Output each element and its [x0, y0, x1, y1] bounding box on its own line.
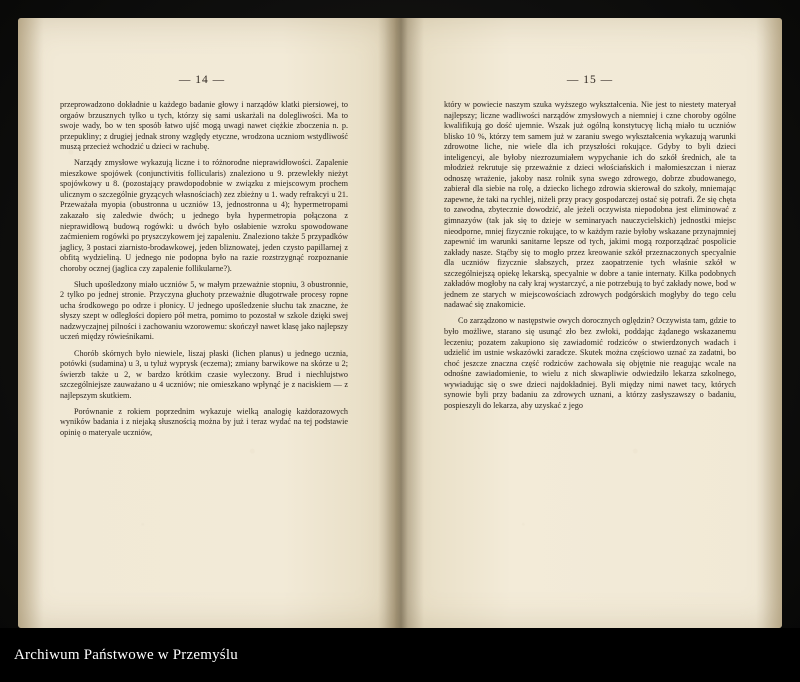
paragraph: przeprowadzono dokładnie u każdego badanie głowy i narządów klatki piersiowej, to orgaów brzusznych tylko u tych, którzy się sami uskarżali na dolegliwości. Ma to swoje wady, bo w ten sposób łatwo ujść mogą uwagi nawet ciężkie zboczenia n. p. przepukliny; z drugiej jednak strony względy etyczne, wrodzona uczniom wstydliwość muszą przecież wchodzić u dzieci w rachubę.	[60, 100, 348, 152]
paragraph: który w powiecie naszym szuka wyższego wykształcenia. Nie jest to niestety materyał najlepszy; liczne wadliwości narządów zmysłowych a niemniej i czne choroby ogólne kwalifikują go dość ujemnie. Wszak już ogólną konstytucyę lichą miało tu uczniów blisko 10 %, którzy tem samem już w zaraniu swego wykształcenia wykazują warunki zdrowotne liche, nie wiele dla ich przyszłości rokujące. Gdyby to byli dzieci inteligencyi, ale byłoby niezrozumiałem wypychanie ich do szkół średnich, ale ta młodzież rekrutuje się przeważnie z dzieci włościańskich i małomieszczan i nieraz odnoszę wrażenie, jakoby nasz rolnik syna swego zdrowego, dobrze zbudowanego, zabierał dla siebie na rolę, a dziecko lichego zdrowia skierował do szkoły, mniemając zapewne, że taki na rychlej, niżeli przy pracy gospodarczej ostać się potrafi. Że się chęta to zawodna, zbytecznie dowodzić, ale jeżeli oczywista niepodobna jest eliminować z gimnazyów (tak jak się to dzieje w seminaryach nauczycielskich) jednostki miejsc nieodporne, mniej fizycznie rokujące, to w każdym razie byłoby wskazane przynajmniej zapewnić im warunki sanitarne lepsze od tych, jakimi mogą rozporządzać pospolicie zakłady nasze. Stąćby się to mogło przez kreowanie szkół przeznaczonych specyalnie dla uczniów fizycznie słabszych, przez zaopatrzenie tych właśnie szkół w szczególniejszą opiekę lekarską, specyalnie w dobre a tanie internaty. Kilka podobnych zakładów mogłoby na cały kraj wystarczyć, a nie potrzebują to być zakłady nowe, bod w jednem ze starych w miejscowościach zdrowych podgórskich mogłyby do tego celu nadawać się znakomicie.	[444, 100, 736, 310]
page-number-right: — 15 —	[566, 74, 614, 86]
archive-watermark-label: Archiwum Państwowe w Przemyślu	[14, 646, 238, 663]
text-column-right	[444, 74, 736, 411]
paragraph: Narządy zmysłowe wykazują liczne i to różnorodne nieprawidłowości. Zapalenie mieszkowe spojówek (conjunctivitis follicularis) znaleziono u 9. przewlekły nieżyt spojówkowy u 8. (pozostający prawdopodobnie w związku z miejscowym prochem ulicznym o szczególnie gryzących własnościach) zez zbieżny u 1. wady refrakcyi u 21. Przeważała myopia (obustronna u uczniów 13, jednostronna u 4); hypermetropami zakazało się zaledwie dwóch; u jednego była hypermetropia połączona z nieprawidłową budową rogówki: u dwóch było osłabienie wzroku spowodowane zaćmieniem rogówki po pryszczykowem jej zapaleniu. Znaleziono także 5 przypadków jaglicy, 3 postaci ziarnisto-brodawkowej, jeden bliznowatej, jeden czysto papillarnej z obfitą wydzieliną. U jednego nie podopna było na razie rozstrzygnąć rozpoznanie choroby ocznej (jaglica czy zapalenie follikularne?).	[60, 158, 348, 273]
page-right	[396, 18, 782, 628]
page-left	[18, 18, 396, 628]
paragraph: Słuch upośledzony miało uczniów 5, w małym przeważnie stopniu, 3 obustronnie, 2 tylko po jednej stronie. Przyczyna głuchoty przeważnie długotrwałe procesy ropne ucha środkowego po odrze i płonicy. U jednego upośledzenie słuchu tak znaczne, że słyszy szept w odległości dopiero pół metra, pomimo to pozostał w szkole dzięki swej nadzwyczajnej pilności i zachowaniu wzorowemu: skończył nawet klasę jako najlepszy uczeń między rówieśnikami.	[60, 279, 348, 342]
page-edge-shadow-left	[18, 18, 44, 628]
page-edge-shadow-right	[756, 18, 782, 628]
book-spread	[18, 18, 782, 628]
paragraph: Chorób skórnych było niewiele, liszaj płaski (lichen planus) u jednego ucznia, potówki (sudamina) u 3, u tyluż wyprysk (eczema); zmiany barwikowe na skórze u 2; świerzb także u 2, w bardzo krótkim czasie wyleczony. Brud i niechlujstwo szczególniejsze zauważano u 4 uczniów; nie omieszkano wpłynąć je z naciskiem — z najlepszym skutkiem.	[60, 348, 348, 400]
watermark-bar	[0, 628, 800, 682]
paragraph: Co zarządzono w następstwie owych dorocznych oględzin? Oczywista tam, gdzie to było możliwe, starano się usunąć zło bez zwłoki, poddając żądanego wskazanemu leczeniu; pozatem zakupiono się zawiadomić rodziców o stwierdzonych wadach i udzielić im ustnie wskazówki zaradcze. Skutek można częściowo uznać za zadatni, bo choć jeszcze znaczna część rodziców zachowała się objętnie nie reagując wcale na odnośne zawiadomienie, to wielu z nich skwapliwie odwiedziło lekarza szkolnego, wywiadując się o swe dzieci najdokładniej. Byli między nimi nawet tacy, których synowie byli przy badaniu za zdrowych uznani, a którzy zasłyszawszy o badaniu, pospieszyli do lekarza, aby uzyskać z jego	[444, 316, 736, 410]
paragraph: Porównanie z rokiem poprzednim wykazuje wielką analogię każdorazowych wyników badania i z niejaką słusznością można by już i teraz wydać na tej podstawie opinię o materyale uczniów,	[60, 406, 348, 437]
page-number-left: — 14 —	[178, 74, 226, 86]
text-column-left	[60, 74, 348, 438]
